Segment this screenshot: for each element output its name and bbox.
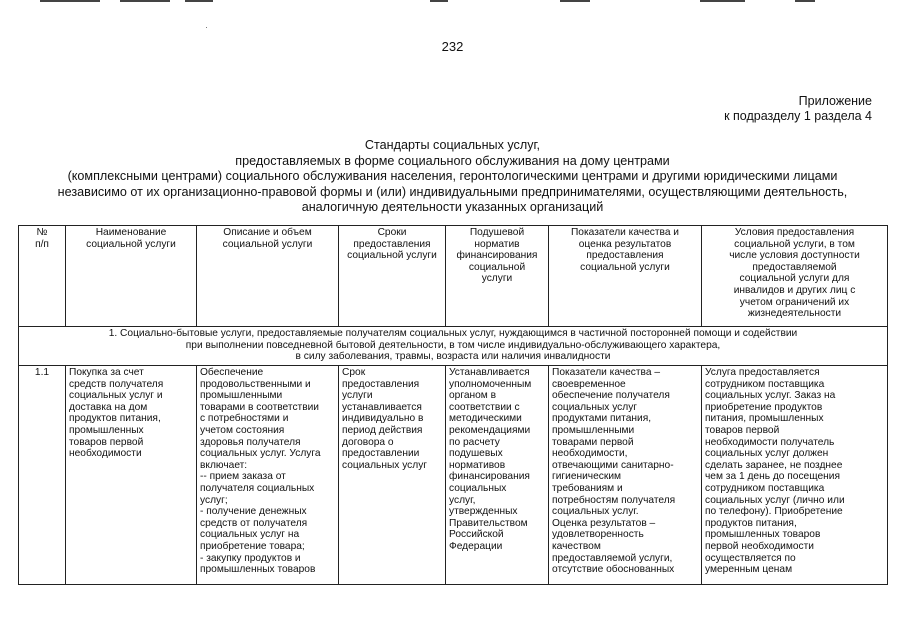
header-number: № п/п [19,226,66,327]
scan-artifact-line [430,0,448,2]
appendix-note [724,94,872,124]
appendix-line: Приложение [798,94,872,108]
title-line: (комплексными центрами) социального обслуживания населения, геронтологическими центрами и другими юридическими лицами [67,169,838,184]
row-conditions: Услуга предоставляется сотрудником поставщика социальных услуг. Заказ на приобретение продуктов питания, промышленных товаров первой необходимости получатель социальных услуг должен сделать заранее, не позднее чем за 1 день до посещения сотрудником поставщика социальных услуг (лично или по телефону). Приобретение продуктов питания, промышленных товаров первой необходимости осуществляется по умеренным ценам [702,366,888,585]
header-financing-norm: Подушевой норматив финансирования социальной услуги [446,226,549,327]
row-description: Обеспечение продовольственными и промышленными товарами в соответствии с потребностями и учетом состояния здоровья получателя социальных услуг. Услуга включает: -- прием заказа от получателя социальных услуг; - получение денежных средств от получателя социальных услуг на приобретение товара; - закупку продуктов и промышленных товаров [197,366,339,585]
table-row [19,366,888,585]
row-financing-norm: Устанавливается уполномоченным органом в соответствии с методическими рекомендациями по расчету подушевых нормативов финансирования социальных услуг, утвержденных Правительством Российской Федерации [446,366,549,585]
header-description: Описание и объем социальной услуги [197,226,339,327]
row-number: 1.1 [19,366,66,585]
appendix-line: к подразделу 1 раздела 4 [724,109,872,123]
scan-artifact-line [40,0,100,2]
row-service-name: Покупка за счет средств получателя социальных услуг и доставка на дом продуктов питания, промышленных товаров первой необходимости [66,366,197,585]
scan-artifact-line [795,0,815,2]
title-line: предоставляемых в форме социального обслуживания на дому центрами [235,153,670,168]
header-conditions: Условия предоставления социальной услуги, в том числе условия доступности предоставляемой социальной услуги для инвалидов и других лиц с учетом ограничений их жизнедеятельности [702,226,888,327]
scan-artifact-line [560,0,590,2]
scan-artifact-line [185,0,213,2]
header-quality-indicators: Показатели качества и оценка результатов предоставления социальной услуги [549,226,702,327]
page-number: 232 [441,39,464,54]
title-line: независимо от их организационно-правовой формы и (или) индивидуальными предпринимателями, осуществляющими деятельность, [57,184,848,199]
section-heading: 1. Социально-бытовые услуги, предоставляемые получателям социальных услуг, нуждающимся в частичной посторонней помощи и содействии при выполнении повседневной бытовой деятельности, в том числе индивидуально-обслуживающего характера, в силу заболевания, травмы, возраста или наличия инвалидности [19,327,888,366]
header-service-name: Наименование социальной услуги [66,226,197,327]
table-header-row [19,226,888,327]
document-title [20,138,885,216]
scan-dot [206,27,207,28]
row-quality-indicators: Показатели качества – своевременное обеспечение получателя социальных услуг продуктами питания, промышленными товарами первой необходимости, отвечающими санитарно- гигиеническим требованиям и потребностям получателя социальных услуг. Оценка результатов – удовлетворенность качеством предоставляемой услуги, отсутствие обоснованных [549,366,702,585]
title-line: Стандарты социальных услуг, [364,138,541,152]
header-terms: Сроки предоставления социальной услуги [339,226,446,327]
scan-artifact-line [700,0,745,2]
standards-table [18,225,888,585]
section-row [19,327,888,366]
scan-artifact-line [120,0,170,2]
row-terms: Срок предоставления услуги устанавливается индивидуально в период действия договора о предоставлении социальных услуг [339,366,446,585]
title-line: аналогичную деятельности указанных организаций [301,200,604,215]
